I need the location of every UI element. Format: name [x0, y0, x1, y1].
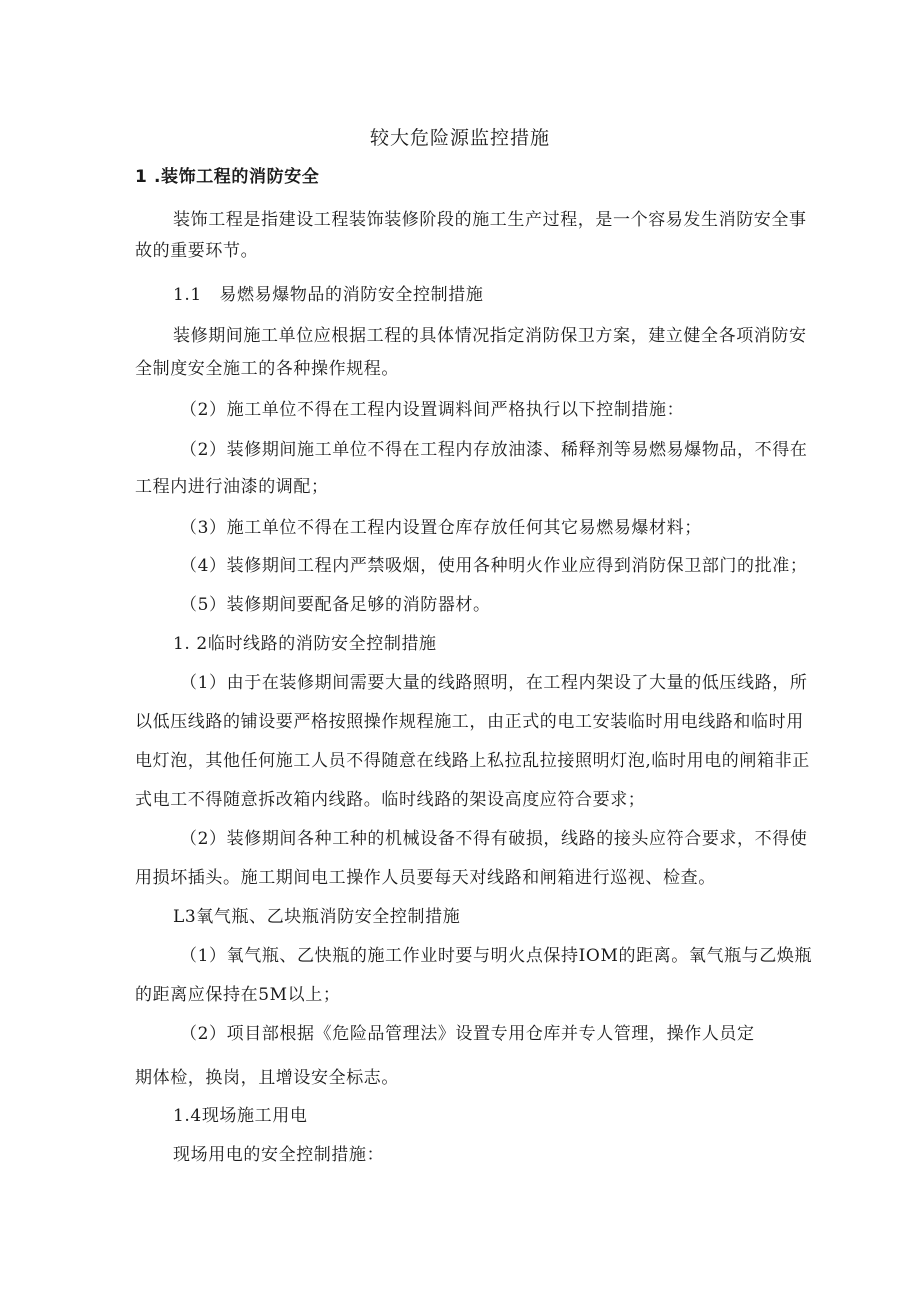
list-item-continuation: 用损坏插头。施工期间电工操作人员要每天对线路和闸箱进行巡视、检查。: [135, 868, 716, 888]
list-item: （2）施工单位不得在工程内设置调料间严格执行以下控制措施：: [180, 400, 685, 420]
list-item: （2）装修期间各种工种的机械设备不得有破损，线路的接头应符合要求，不得使: [180, 829, 808, 849]
list-item: （3）施工单位不得在工程内设置仓库存放任何其它易燃易爆材料；: [180, 518, 702, 538]
subsection-heading: 1.4现场施工用电: [173, 1106, 308, 1126]
list-item-continuation: 的距离应保持在5M以上；: [135, 985, 341, 1005]
paragraph-line: 装饰工程是指建设工程装饰装修阶段的施工生产过程，是一个容易发生消防安全事: [173, 210, 807, 230]
list-item: （5）装修期间要配备足够的消防器材。: [180, 595, 491, 615]
paragraph-line: 装修期间施工单位应根据工程的具体情况指定消防保卫方案，建立健全各项消防安: [173, 326, 807, 346]
paragraph-line: 故的重要环节。: [135, 241, 259, 261]
paragraph-line: 现场用电的安全控制措施：: [173, 1145, 385, 1165]
list-item-continuation: 期体检，换岗，且增设安全标志。: [135, 1068, 399, 1088]
list-item-continuation: 电灯泡，其他任何施工人员不得随意在线路上私拉乱拉接照明灯泡,临时用电的闸箱非正: [135, 751, 810, 771]
list-item: （2）装修期间施工单位不得在工程内存放油漆、稀释剂等易燃易爆物品，不得在: [180, 440, 808, 460]
paragraph-line: 全制度安全施工的各种操作规程。: [135, 359, 399, 379]
section-heading: 1 .装饰工程的消防安全: [135, 167, 320, 187]
list-item: （2）项目部根据《危险品管理法》设置专用仓库并专人管理，操作人员定: [180, 1024, 755, 1044]
list-item: （1）氧气瓶、乙快瓶的施工作业时要与明火点保持IOM的距离。氧气瓶与乙焕瓶: [180, 946, 813, 966]
subsection-heading: 1.1 易燃易爆物品的消防安全控制措施: [173, 285, 484, 305]
subsection-heading: 1. 2临时线路的消防安全控制措施: [173, 634, 437, 654]
subsection-heading: L3氧气瓶、乙块瓶消防安全控制措施: [173, 907, 461, 927]
list-item-continuation: 以低压线路的铺设要严格按照操作规程施工，由正式的电工安装临时用电线路和临时用: [135, 712, 804, 732]
list-item-continuation: 式电工不得随意拆改箱内线路。临时线路的架设高度应符合要求；: [135, 790, 646, 810]
list-item-continuation: 工程内进行油漆的调配；: [135, 477, 329, 497]
list-item: （1）由于在装修期间需要大量的线路照明，在工程内架设了大量的低压线路，所: [180, 673, 808, 693]
document-title: 较大危险源监控措施: [369, 127, 550, 149]
list-item: （4）装修期间工程内严禁吸烟，使用各种明火作业应得到消防保卫部门的批准；: [180, 556, 808, 576]
